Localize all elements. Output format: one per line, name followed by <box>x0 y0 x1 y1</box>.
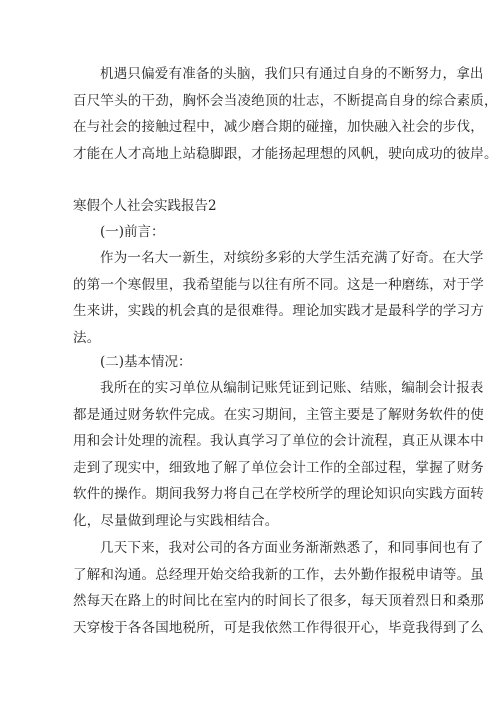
text-line: 天穿梭于各各国地税所，可是我依然工作得很开心，毕竟我得到了么 <box>73 619 484 636</box>
report-title: 寒假个人社会实践报告2 <box>73 198 217 214</box>
basic-info-heading: (二)基本情况： <box>100 354 192 370</box>
text-line: 在与社会的接触过程中，减少磨合期的碰撞，加快融入社会的步伐， <box>73 119 484 135</box>
text-line: 用和会计处理的流程。我认真学习了单位的会计流程，真正从课本中 <box>73 433 484 449</box>
text-line: 的第一个寒假里，我希望能与以往有所不同。这是一种磨练，对于学 <box>73 276 484 293</box>
text-line: 然每天在路上的时间比在室内的时间长了很多，每天顶着烈日和桑那 <box>73 593 484 609</box>
basic-info-paragraph-2 <box>73 535 484 641</box>
text-line: 化，尽量做到理论与实践相结合。 <box>73 512 279 529</box>
preface-heading: (一)前言： <box>100 224 165 240</box>
basic-info-paragraph-1 <box>73 375 484 534</box>
text-line: 我所在的实习单位从编制记账凭证到记账、结账，编制会计报表 <box>100 380 484 396</box>
text-line: 才能在人才高地上站稳脚跟，才能扬起理想的风帆，驶向成功的彼岸。 <box>73 145 498 162</box>
text-line: 软件的操作。期间我努力将自己在学校所学的理论知识向实践方面转 <box>73 486 484 502</box>
text-line: 百尺竿头的干劲，胸怀会当凌绝顶的壮志，不断提高自身的综合素质， <box>73 92 498 109</box>
text-line: 法。 <box>73 329 101 346</box>
text-line: 机遇只偏爱有准备的头脑，我们只有通过自身的不断努力，拿出 <box>100 66 484 82</box>
preface-paragraph <box>73 245 484 351</box>
text-line: 几天下来，我对公司的各方面业务渐渐熟悉了，和同事间也有了 <box>100 540 484 556</box>
intro-paragraph <box>73 61 498 167</box>
text-line: 走到了现实中，细致地了解了单位会计工作的全部过程，掌握了财务 <box>73 459 484 476</box>
text-line: 了解和沟通。总经理开始交给我新的工作，去外勤作报税申请等。虽 <box>73 566 484 583</box>
text-line: 作为一名大一新生，对缤纷多彩的大学生活充满了好奇。在大学 <box>100 250 484 266</box>
text-line: 生来讲，实践的机会真的是很难得。理论加实践才是最科学的学习方 <box>73 303 484 319</box>
text-line: 都是通过财务软件完成。在实习期间，主管主要是了解财务软件的使 <box>73 406 484 423</box>
